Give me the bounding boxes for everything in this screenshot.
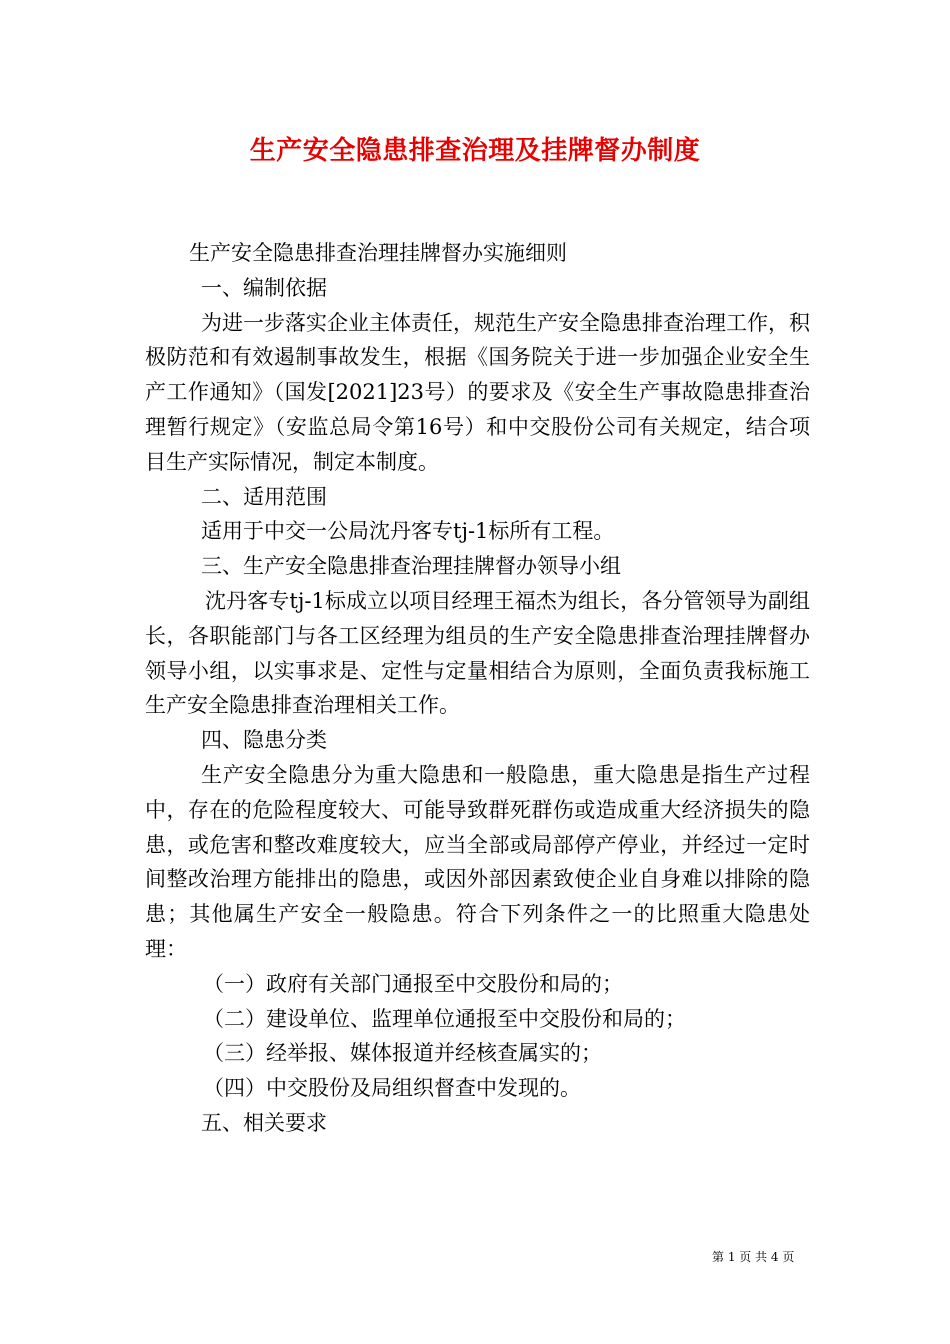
body-paragraph-1: 为进一步落实企业主体责任，规范生产安全隐患排查治理工作，积极防范和有效遏制事故发生，根据《国务院关于进一步加强企业安全生产工作通知》（国发[2021]23号）的要求及《安全生产事故隐患排查治理暂行规定》（安监总局令第16号）和中交股份公司有关规定，结合项目生产实际情况，制定本制度。 xyxy=(145,310,810,474)
body-paragraph-2: 适用于中交一公局沈丹客专tj-1标所有工程。 xyxy=(201,519,615,544)
section-heading-4: 四、隐患分类 xyxy=(201,728,327,753)
document-title: 生产安全隐患排查治理及挂牌督办制度 xyxy=(249,136,701,166)
list-item-1: （一）政府有关部门通报至中交股份和局的； xyxy=(203,971,623,996)
page-number: 第 1 页 共 4 页 xyxy=(712,1250,795,1264)
document-body xyxy=(145,236,810,1141)
section-heading-3: 三、生产安全隐患排查治理挂牌督办领导小组 xyxy=(201,554,621,579)
body-paragraph-4: 生产安全隐患分为重大隐患和一般隐患，重大隐患是指生产过程中，存在的危险程度较大、可能导致群死群伤或造成重大经济损失的隐患，或危害和整改难度较大，应当全部或局部停产停业，并经过一定时间整改治理方能排出的隐患，或因外部因素致使企业自身难以排除的隐患；其他属生产安全一般隐患。符合下列条件之一的比照重大隐患处理： xyxy=(145,762,810,961)
list-item-3: （三）经举报、媒体报道并经核查属实的； xyxy=(203,1041,602,1066)
section-heading-5: 五、相关要求 xyxy=(201,1110,327,1135)
section-heading-2: 二、适用范围 xyxy=(201,484,327,509)
section-heading-1: 一、编制依据 xyxy=(201,275,327,300)
list-item-4: （四）中交股份及局组织督查中发现的。 xyxy=(203,1076,581,1101)
list-item-2: （二）建设单位、监理单位通报至中交股份和局的； xyxy=(203,1006,686,1031)
subtitle-paragraph: 生产安全隐患排查治理挂牌督办实施细则 xyxy=(189,241,567,265)
body-paragraph-3: 沈丹客专tj-1标成立以项目经理王福杰为组长，各分管领导为副组长，各职能部门与各工区经理为组员的生产安全隐患排查治理挂牌督办领导小组，以实事求是、定性与定量相结合为原则，全面负责我标施工生产安全隐患排查治理相关工作。 xyxy=(145,588,810,718)
